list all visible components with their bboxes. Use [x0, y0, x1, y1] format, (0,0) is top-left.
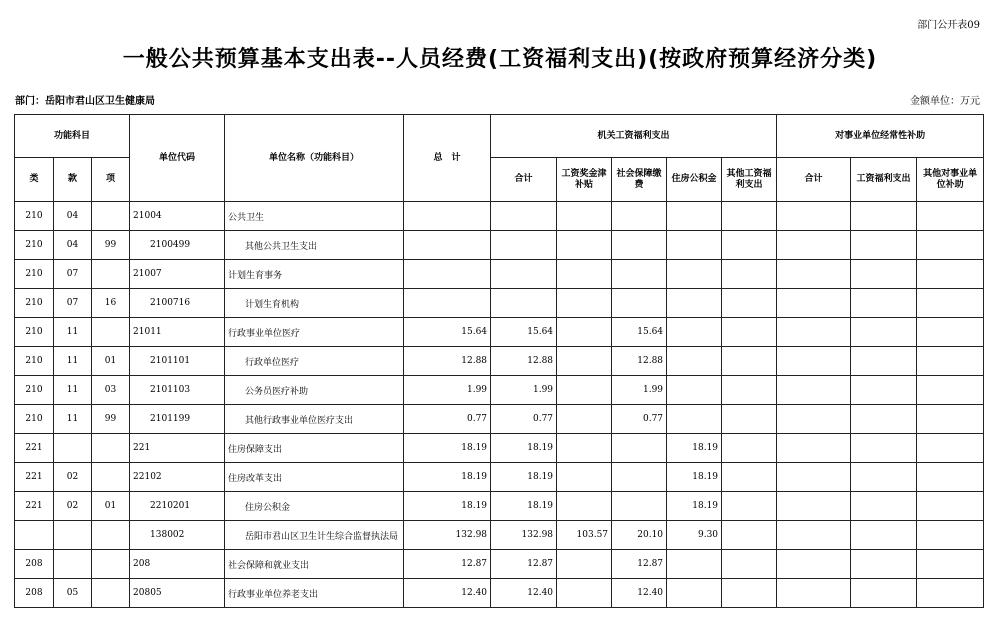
cell-org-housing [667, 202, 722, 231]
cell-org-housing [667, 550, 722, 579]
cell-org-housing: 9.30 [667, 521, 722, 550]
cell-kuan: 11 [54, 318, 92, 347]
cell-total [404, 260, 491, 289]
cell-org-other [722, 550, 777, 579]
cell-inst-wage [851, 202, 917, 231]
cell-code: 138002 [130, 521, 225, 550]
unit-code-header: 单位代码 [130, 115, 225, 202]
cell-total [404, 289, 491, 318]
cell-kuan: 02 [54, 492, 92, 521]
cell-lei: 210 [15, 289, 54, 318]
cell-kuan [54, 521, 92, 550]
cell-org-wage [557, 550, 612, 579]
cell-org-other [722, 579, 777, 608]
cell-kuan: 02 [54, 463, 92, 492]
cell-org-social: 12.40 [612, 579, 667, 608]
cell-org-subtotal: 12.40 [491, 579, 557, 608]
cell-inst-other [917, 376, 984, 405]
cell-lei: 210 [15, 376, 54, 405]
cell-org-subtotal: 12.88 [491, 347, 557, 376]
cell-org-housing [667, 405, 722, 434]
kuan-header: 款 [54, 158, 92, 202]
cell-org-subtotal: 18.19 [491, 492, 557, 521]
cell-xiang: 99 [92, 231, 130, 260]
cell-inst-wage [851, 347, 917, 376]
cell-kuan: 11 [54, 347, 92, 376]
cell-inst-other [917, 405, 984, 434]
cell-lei: 208 [15, 550, 54, 579]
cell-inst-subtotal [777, 550, 851, 579]
cell-inst-wage [851, 260, 917, 289]
inst-other-header: 其他对事业单位补助 [917, 158, 984, 202]
cell-org-housing: 18.19 [667, 434, 722, 463]
cell-name: 计划生育机构 [225, 289, 404, 318]
cell-org-other [722, 434, 777, 463]
cell-org-subtotal [491, 289, 557, 318]
cell-org-housing: 18.19 [667, 492, 722, 521]
table-row [15, 492, 984, 521]
cell-name: 行政事业单位养老支出 [225, 579, 404, 608]
cell-org-social: 20.10 [612, 521, 667, 550]
cell-name: 行政单位医疗 [225, 347, 404, 376]
cell-name: 公务员医疗补助 [225, 376, 404, 405]
cell-code: 2101103 [130, 376, 225, 405]
cell-lei: 210 [15, 318, 54, 347]
cell-inst-wage [851, 579, 917, 608]
cell-xiang [92, 260, 130, 289]
xiang-header: 项 [92, 158, 130, 202]
cell-name: 岳阳市君山区卫生计生综合监督执法局 [225, 521, 404, 550]
cell-inst-other [917, 579, 984, 608]
func-subject-header: 功能科目 [15, 115, 130, 158]
cell-org-social [612, 463, 667, 492]
cell-inst-subtotal [777, 579, 851, 608]
cell-name: 住房保障支出 [225, 434, 404, 463]
cell-code: 2210201 [130, 492, 225, 521]
cell-inst-wage [851, 318, 917, 347]
org-group-header: 机关工资福利支出 [491, 115, 777, 158]
org-subtotal-header: 合计 [491, 158, 557, 202]
cell-inst-subtotal [777, 260, 851, 289]
cell-org-social [612, 231, 667, 260]
cell-inst-wage [851, 521, 917, 550]
cell-org-housing [667, 347, 722, 376]
cell-inst-wage [851, 463, 917, 492]
cell-org-subtotal [491, 260, 557, 289]
table-row [15, 231, 984, 260]
cell-org-wage [557, 231, 612, 260]
cell-code: 22102 [130, 463, 225, 492]
cell-org-subtotal: 0.77 [491, 405, 557, 434]
cell-inst-other [917, 347, 984, 376]
budget-table [14, 114, 984, 608]
cell-inst-wage [851, 289, 917, 318]
cell-lei [15, 521, 54, 550]
cell-org-housing [667, 579, 722, 608]
cell-total: 1.99 [404, 376, 491, 405]
cell-inst-wage [851, 550, 917, 579]
table-body [15, 202, 984, 608]
org-wage-header: 工资奖金津补贴 [557, 158, 612, 202]
amount-unit-label: 金额单位：万元 [910, 96, 980, 107]
cell-kuan: 11 [54, 376, 92, 405]
cell-kuan: 05 [54, 579, 92, 608]
table-row [15, 521, 984, 550]
cell-org-housing [667, 318, 722, 347]
cell-org-subtotal: 18.19 [491, 463, 557, 492]
cell-inst-subtotal [777, 463, 851, 492]
cell-name: 公共卫生 [225, 202, 404, 231]
cell-org-subtotal: 15.64 [491, 318, 557, 347]
cell-org-subtotal [491, 231, 557, 260]
cell-name: 其他行政事业单位医疗支出 [225, 405, 404, 434]
cell-org-other [722, 521, 777, 550]
cell-kuan: 04 [54, 231, 92, 260]
cell-kuan: 04 [54, 202, 92, 231]
cell-xiang: 99 [92, 405, 130, 434]
cell-org-subtotal: 132.98 [491, 521, 557, 550]
table-row [15, 550, 984, 579]
cell-inst-other [917, 550, 984, 579]
cell-inst-other [917, 492, 984, 521]
cell-name: 社会保障和就业支出 [225, 550, 404, 579]
cell-lei: 221 [15, 492, 54, 521]
cell-org-wage [557, 318, 612, 347]
cell-org-housing: 18.19 [667, 463, 722, 492]
org-other-header: 其他工资福利支出 [722, 158, 777, 202]
cell-org-social: 12.88 [612, 347, 667, 376]
cell-code: 208 [130, 550, 225, 579]
cell-inst-subtotal [777, 318, 851, 347]
cell-code: 2101101 [130, 347, 225, 376]
cell-xiang [92, 579, 130, 608]
inst-group-header: 对事业单位经常性补助 [777, 115, 984, 158]
unit-name-header: 单位名称（功能科目） [225, 115, 404, 202]
table-row [15, 376, 984, 405]
cell-org-social [612, 492, 667, 521]
cell-xiang: 16 [92, 289, 130, 318]
cell-name: 其他公共卫生支出 [225, 231, 404, 260]
cell-org-wage [557, 347, 612, 376]
table-row [15, 434, 984, 463]
cell-code: 2100499 [130, 231, 225, 260]
cell-total [404, 231, 491, 260]
cell-org-other [722, 231, 777, 260]
cell-inst-wage [851, 492, 917, 521]
cell-org-subtotal [491, 202, 557, 231]
cell-org-other [722, 376, 777, 405]
cell-org-other [722, 347, 777, 376]
cell-inst-wage [851, 231, 917, 260]
cell-org-social [612, 260, 667, 289]
cell-total: 12.88 [404, 347, 491, 376]
cell-org-social: 0.77 [612, 405, 667, 434]
cell-inst-other [917, 202, 984, 231]
cell-inst-other [917, 318, 984, 347]
cell-org-subtotal: 12.87 [491, 550, 557, 579]
cell-code: 2100716 [130, 289, 225, 318]
cell-code: 21004 [130, 202, 225, 231]
cell-org-housing [667, 260, 722, 289]
cell-org-other [722, 202, 777, 231]
cell-lei: 210 [15, 347, 54, 376]
table-row [15, 405, 984, 434]
inst-subtotal-header: 合计 [777, 158, 851, 202]
cell-inst-subtotal [777, 289, 851, 318]
cell-org-other [722, 260, 777, 289]
cell-org-wage [557, 376, 612, 405]
cell-org-housing [667, 376, 722, 405]
cell-org-wage: 103.57 [557, 521, 612, 550]
cell-org-wage [557, 202, 612, 231]
cell-name: 行政事业单位医疗 [225, 318, 404, 347]
cell-xiang [92, 202, 130, 231]
cell-code: 221 [130, 434, 225, 463]
cell-org-other [722, 289, 777, 318]
cell-org-wage [557, 289, 612, 318]
lei-header: 类 [15, 158, 54, 202]
table-row [15, 202, 984, 231]
cell-org-other [722, 492, 777, 521]
cell-kuan: 07 [54, 260, 92, 289]
cell-lei: 221 [15, 434, 54, 463]
cell-inst-wage [851, 376, 917, 405]
cell-code: 2101199 [130, 405, 225, 434]
cell-name: 计划生育事务 [225, 260, 404, 289]
cell-lei: 221 [15, 463, 54, 492]
cell-org-wage [557, 434, 612, 463]
cell-inst-wage [851, 405, 917, 434]
cell-org-subtotal: 1.99 [491, 376, 557, 405]
cell-kuan: 11 [54, 405, 92, 434]
cell-total: 132.98 [404, 521, 491, 550]
table-row [15, 318, 984, 347]
table-row [15, 347, 984, 376]
cell-inst-wage [851, 434, 917, 463]
cell-xiang: 03 [92, 376, 130, 405]
cell-inst-subtotal [777, 347, 851, 376]
cell-inst-other [917, 231, 984, 260]
cell-code: 20805 [130, 579, 225, 608]
cell-lei: 208 [15, 579, 54, 608]
cell-kuan: 07 [54, 289, 92, 318]
cell-xiang [92, 463, 130, 492]
cell-org-other [722, 463, 777, 492]
table-row [15, 289, 984, 318]
page-title: 一般公共预算基本支出表--人员经费(工资福利支出)(按政府预算经济分类) [122, 47, 878, 72]
cell-inst-subtotal [777, 202, 851, 231]
cell-lei: 210 [15, 405, 54, 434]
cell-org-social: 12.87 [612, 550, 667, 579]
cell-total: 18.19 [404, 434, 491, 463]
cell-code: 21011 [130, 318, 225, 347]
table-row [15, 260, 984, 289]
cell-kuan [54, 550, 92, 579]
cell-inst-subtotal [777, 231, 851, 260]
cell-total: 18.19 [404, 463, 491, 492]
cell-xiang [92, 521, 130, 550]
cell-inst-subtotal [777, 434, 851, 463]
cell-org-social [612, 289, 667, 318]
cell-org-social [612, 202, 667, 231]
cell-org-social [612, 434, 667, 463]
cell-lei: 210 [15, 202, 54, 231]
cell-xiang [92, 318, 130, 347]
cell-inst-other [917, 521, 984, 550]
cell-org-wage [557, 579, 612, 608]
cell-total: 12.87 [404, 550, 491, 579]
cell-inst-other [917, 463, 984, 492]
cell-inst-subtotal [777, 521, 851, 550]
cell-total: 0.77 [404, 405, 491, 434]
cell-org-other [722, 318, 777, 347]
table-code: 部门公开表09 [917, 20, 980, 31]
cell-xiang [92, 550, 130, 579]
cell-org-housing [667, 289, 722, 318]
cell-org-social: 15.64 [612, 318, 667, 347]
department-label: 部门：岳阳市君山区卫生健康局 [15, 96, 155, 107]
cell-xiang [92, 434, 130, 463]
cell-total: 15.64 [404, 318, 491, 347]
org-social-header: 社会保障缴费 [612, 158, 667, 202]
cell-total: 18.19 [404, 492, 491, 521]
inst-wage-header: 工资福利支出 [851, 158, 917, 202]
cell-org-social: 1.99 [612, 376, 667, 405]
org-housing-header: 住房公积金 [667, 158, 722, 202]
total-header: 总 计 [404, 115, 491, 202]
table-row [15, 463, 984, 492]
cell-org-wage [557, 463, 612, 492]
cell-name: 住房改革支出 [225, 463, 404, 492]
cell-org-housing [667, 231, 722, 260]
cell-inst-other [917, 434, 984, 463]
cell-inst-other [917, 289, 984, 318]
cell-inst-subtotal [777, 376, 851, 405]
cell-total: 12.40 [404, 579, 491, 608]
cell-inst-other [917, 260, 984, 289]
cell-inst-subtotal [777, 405, 851, 434]
cell-xiang: 01 [92, 347, 130, 376]
cell-inst-subtotal [777, 492, 851, 521]
cell-org-wage [557, 260, 612, 289]
cell-total [404, 202, 491, 231]
cell-org-other [722, 405, 777, 434]
cell-org-wage [557, 405, 612, 434]
cell-org-subtotal: 18.19 [491, 434, 557, 463]
cell-name: 住房公积金 [225, 492, 404, 521]
cell-lei: 210 [15, 231, 54, 260]
table-row [15, 579, 984, 608]
cell-org-wage [557, 492, 612, 521]
cell-lei: 210 [15, 260, 54, 289]
cell-code: 21007 [130, 260, 225, 289]
cell-kuan [54, 434, 92, 463]
cell-xiang: 01 [92, 492, 130, 521]
